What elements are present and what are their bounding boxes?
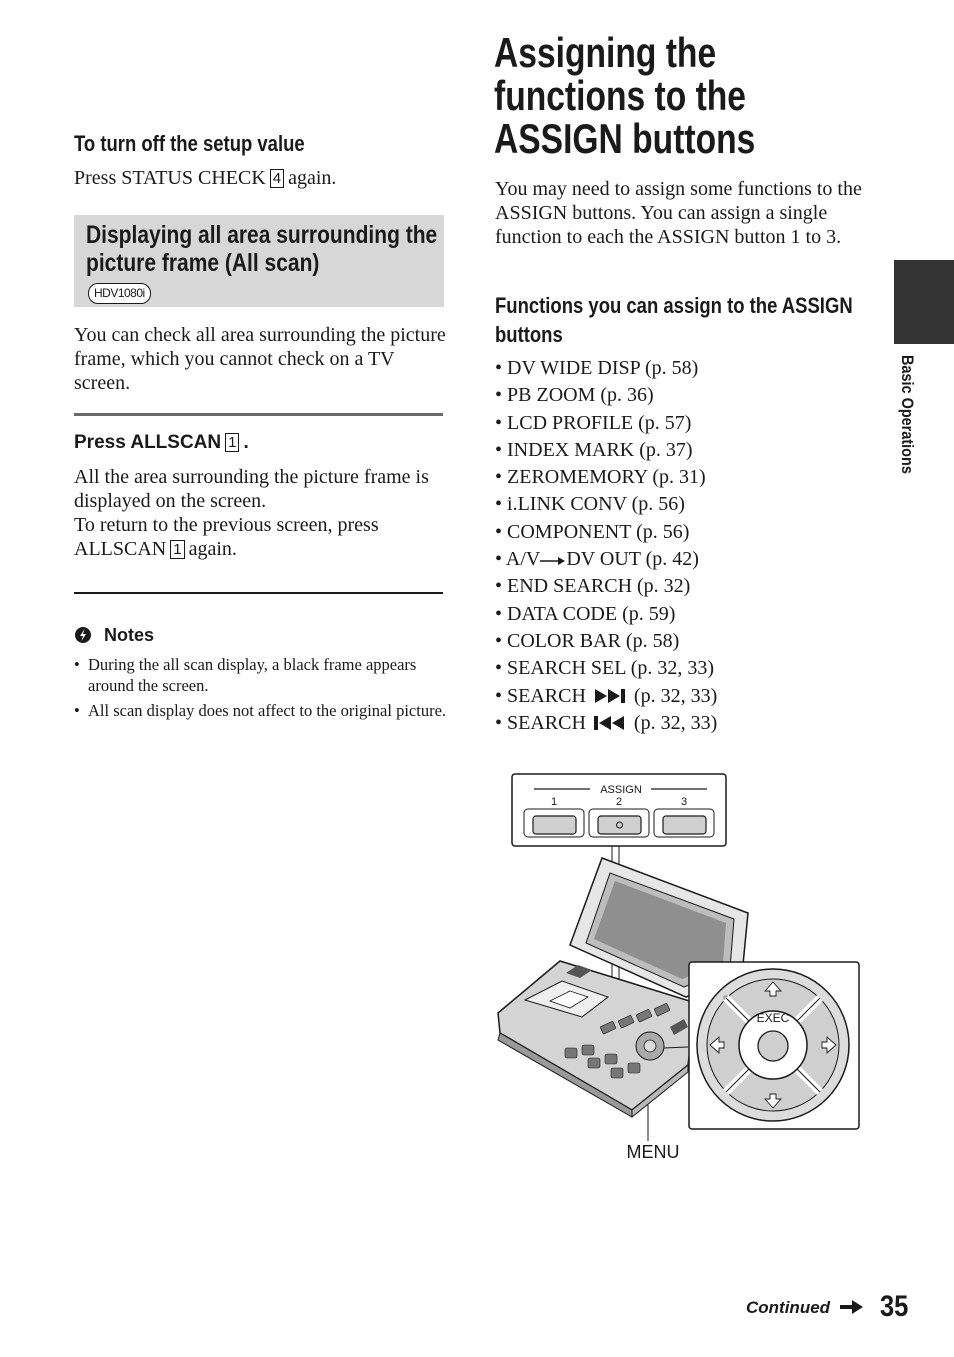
assign-label: ASSIGN xyxy=(600,784,642,796)
exec-button xyxy=(758,1031,788,1061)
assign-number-2: 2 xyxy=(615,796,623,808)
key-number-4: 4 xyxy=(270,169,284,188)
function-pages: (p. 32, 33) xyxy=(633,684,718,707)
list-item: • i.LINK CONV (p. 56) xyxy=(495,493,685,516)
page-number: 35 xyxy=(880,1290,909,1323)
device-illustration xyxy=(490,765,865,1170)
instruction-text: Press STATUS CHECK xyxy=(74,167,266,189)
continued-label: Continued xyxy=(746,1298,831,1317)
assign-button-1 xyxy=(533,816,576,834)
key-number-1: 1 xyxy=(170,540,184,559)
assign-button-2 xyxy=(598,816,641,834)
functions-list xyxy=(495,355,717,737)
step-return-text: To return to the previous screen, press ALLSCAN xyxy=(74,514,379,560)
function-label: COMPONENT (p. 56) xyxy=(507,520,690,543)
assign-button-3 xyxy=(663,816,706,834)
list-item: • SEARCH (p. 32, 33) xyxy=(495,684,718,707)
note-item: • During the all scan display, a black frame appears around the screen. xyxy=(74,654,446,696)
notes-label: Notes xyxy=(104,625,155,645)
divider xyxy=(74,413,443,416)
arrow-right-icon xyxy=(540,555,566,567)
step-return-end: again. xyxy=(188,538,237,560)
key-number-1: 1 xyxy=(225,433,239,452)
list-item: • END SEARCH (p. 32) xyxy=(495,575,691,598)
list-item: • COMPONENT (p. 56) xyxy=(495,520,690,543)
function-label: LCD PROFILE (p. 57) xyxy=(507,411,692,434)
function-label: DATA CODE (p. 59) xyxy=(507,602,676,625)
function-pages: (p. 32, 33) xyxy=(633,711,718,734)
page-title: Assigning the functions to the ASSIGN buttons xyxy=(494,29,756,162)
list-item: • SEARCH (p. 32, 33) xyxy=(495,711,718,734)
functions-heading: Functions you can assign to the ASSIGN buttons xyxy=(495,293,853,347)
assign-number-1: 1 xyxy=(550,796,558,808)
section-tab-label: Basic Operations xyxy=(898,355,917,474)
exec-label: EXEC xyxy=(756,1011,790,1025)
function-label: SEARCH xyxy=(507,684,586,707)
function-label: PB ZOOM (p. 36) xyxy=(507,384,654,407)
list-item: • INDEX MARK (p. 37) xyxy=(495,438,693,461)
note-item: • All scan display does not affect to the original picture. xyxy=(74,700,446,721)
section-tab xyxy=(894,260,954,344)
function-label: SEARCH xyxy=(507,711,586,734)
list-item: • A/V DV OUT (p. 42) xyxy=(495,548,699,571)
function-label: SEARCH SEL (p. 32, 33) xyxy=(507,657,715,680)
function-label: A/V xyxy=(505,548,541,571)
list-item: • DV WIDE DISP (p. 58) xyxy=(495,357,699,379)
skip-next-icon xyxy=(591,688,629,704)
arrow-right-icon xyxy=(840,1299,864,1315)
list-item: • PB ZOOM (p. 36) xyxy=(495,384,654,407)
control-pad xyxy=(697,969,849,1121)
step-result: All the area surrounding the picture frame is displayed on the screen. xyxy=(74,466,429,512)
instruction-text-end: again. xyxy=(288,167,337,189)
step-text: Press ALLSCAN xyxy=(74,432,222,453)
step-period: . xyxy=(243,432,249,453)
notes-icon xyxy=(74,626,92,644)
function-label: ZEROMEMORY (p. 31) xyxy=(507,466,706,489)
step-press-allscan xyxy=(74,432,249,454)
menu-label: MENU xyxy=(626,1142,680,1162)
list-item: • ZEROMEMORY (p. 31) xyxy=(495,466,706,489)
list-item: • LCD PROFILE (p. 57) xyxy=(495,411,692,434)
allscan-intro: You can check all area surrounding the picture frame, which you cannot check on a TV screen. xyxy=(74,324,446,394)
assign-number-3: 3 xyxy=(680,796,688,808)
divider xyxy=(74,592,443,594)
allscan-heading: Displaying all area surrounding the picture frame (All scan) xyxy=(86,221,438,277)
section-heading-turn-off: To turn off the setup value xyxy=(74,131,305,156)
list-item: • DATA CODE (p. 59) xyxy=(495,602,676,625)
function-label: DV OUT (p. 42) xyxy=(566,548,699,571)
list-item: • SEARCH SEL (p. 32, 33) xyxy=(495,657,715,680)
function-label: DV WIDE DISP (p. 58) xyxy=(507,357,699,379)
turn-off-instruction xyxy=(74,167,336,190)
function-label: i.LINK CONV (p. 56) xyxy=(507,493,685,516)
function-label: COLOR BAR (p. 58) xyxy=(507,629,680,652)
hdv1080i-badge: HDV1080i xyxy=(88,283,151,304)
list-item: • COLOR BAR (p. 58) xyxy=(495,629,680,652)
notes-list xyxy=(74,654,446,725)
skip-previous-icon xyxy=(591,715,629,731)
function-label: INDEX MARK (p. 37) xyxy=(507,438,693,461)
assign-intro: You may need to assign some functions to the ASSIGN buttons. You can assign a single function to each the ASSIGN button 1 to 3. xyxy=(495,178,862,248)
step-description xyxy=(74,465,446,561)
function-label: END SEARCH (p. 32) xyxy=(507,575,691,598)
